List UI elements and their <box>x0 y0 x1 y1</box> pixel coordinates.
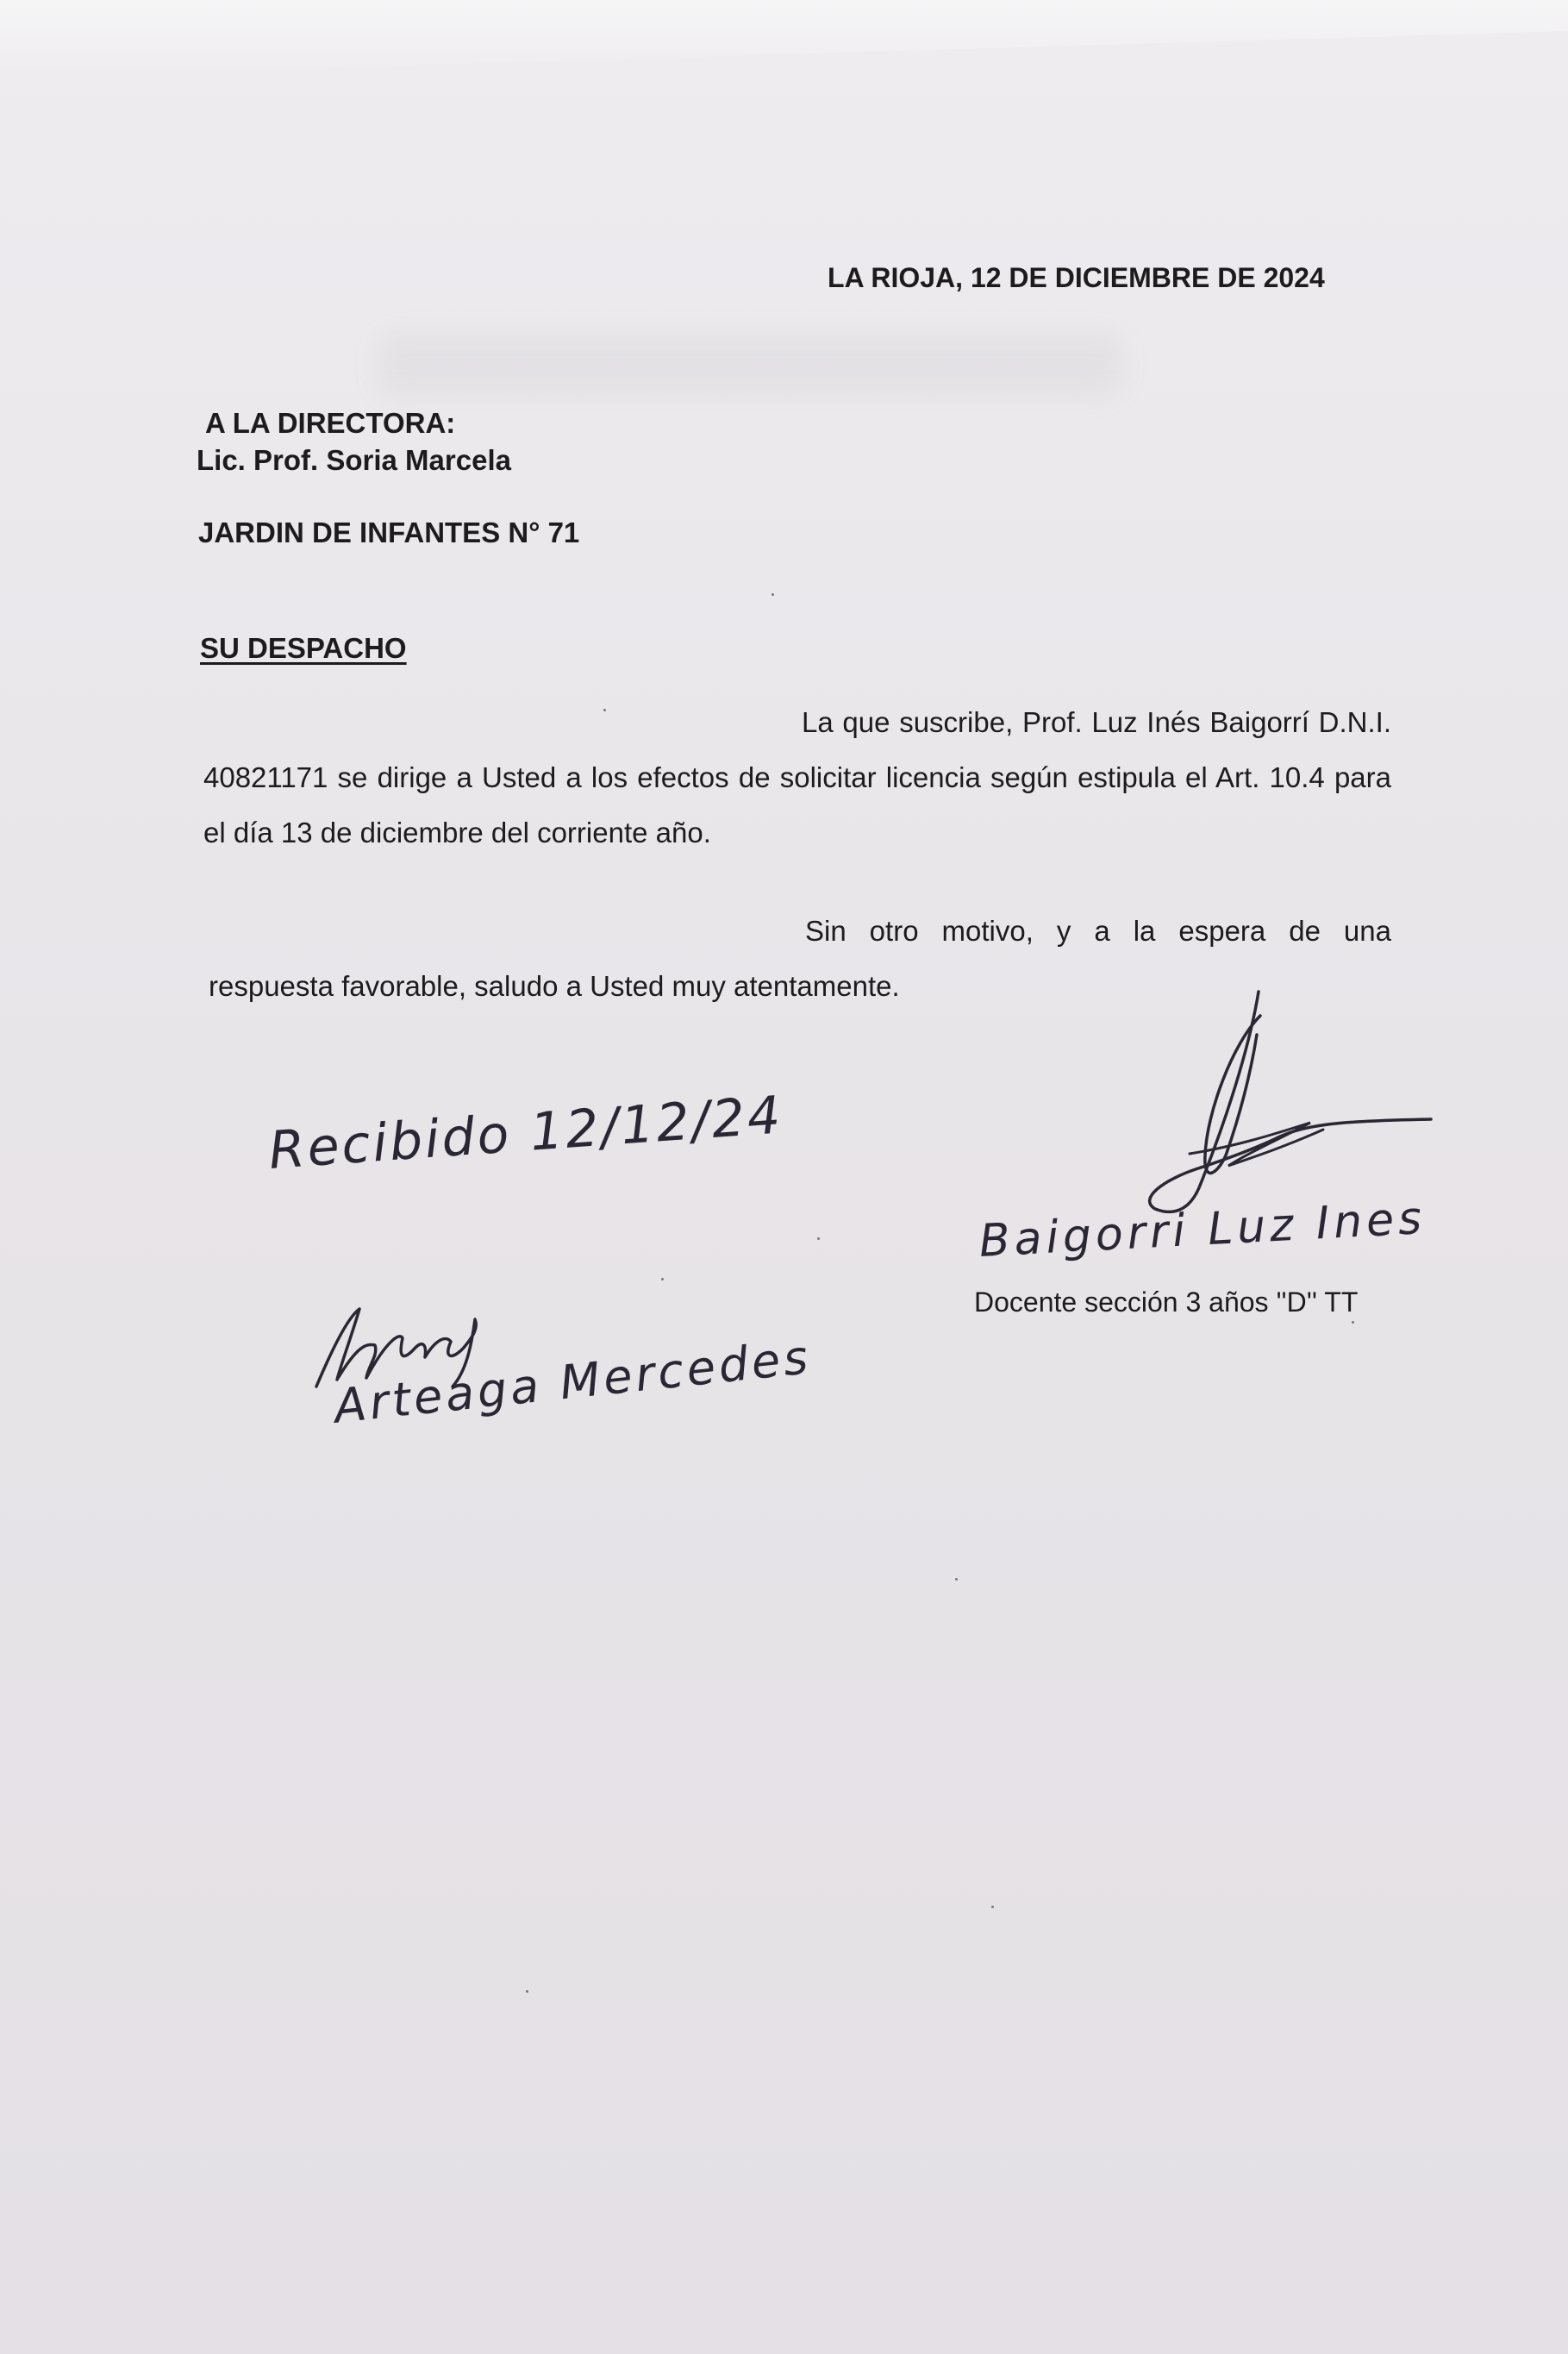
recipient-name: Lic. Prof. Soria Marcela <box>197 444 511 476</box>
teacher-handwritten-name: Baigorri Luz Ines <box>978 1192 1427 1268</box>
date-line: LA RIOJA, 12 DE DICIEMBRE DE 2024 <box>828 262 1325 293</box>
signer-title: Docente sección 3 años ''D'' TT <box>974 1287 1359 1318</box>
office-heading: SU DESPACHO <box>200 632 407 664</box>
body-paragraph-request: La que suscribe, Prof. Luz Inés Baigorrí D.N.I. 40821171 se dirige a Usted a los efectos de solicitar licencia según estipula el Art. 10.4 para el día 13 de diciembre del corriente año. <box>203 706 1391 848</box>
speck <box>817 1237 820 1240</box>
speck <box>991 1906 994 1908</box>
body-paragraph-closing: Sin otro motivo, y a la espera de una respuesta favorable, saludo a Usted muy atentamente. <box>209 915 1391 1002</box>
speck <box>772 593 774 596</box>
reverse-side-bleed <box>379 335 1121 395</box>
speck <box>526 1990 528 1993</box>
receiver-handwritten-name: Arteaga Mercedes <box>331 1330 814 1434</box>
speck <box>603 709 606 711</box>
speck <box>955 1578 958 1581</box>
received-note: Recibido 12/12/24 <box>266 1085 785 1181</box>
recipient-label: A LA DIRECTORA: <box>205 407 456 439</box>
speck <box>1352 1321 1354 1324</box>
institution-name: JARDIN DE INFANTES N° 71 <box>198 517 580 548</box>
speck <box>661 1278 664 1280</box>
